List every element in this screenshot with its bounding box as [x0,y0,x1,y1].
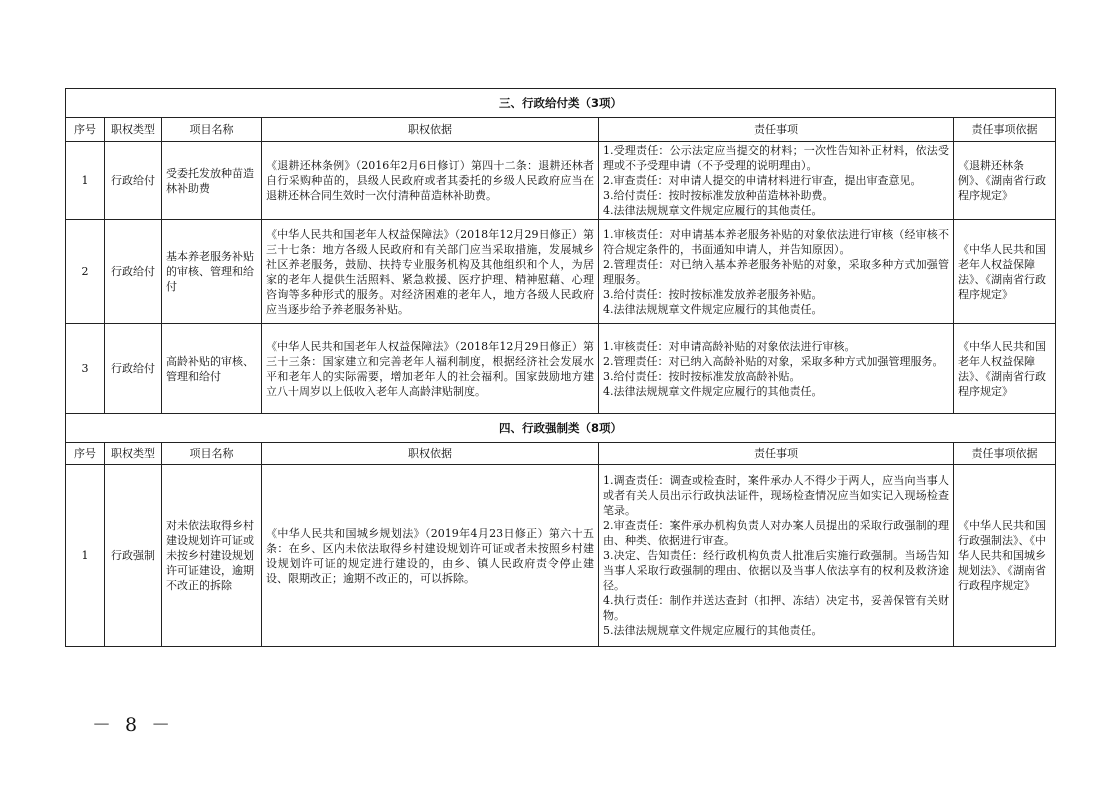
section-title: 三、行政给付类（3项） [66,89,1056,118]
header-basis: 职权依据 [262,118,599,142]
section-header-row [66,89,1056,118]
authority-type: 行政给付 [105,220,162,324]
header-type: 职权类型 [105,443,162,465]
column-header-row [66,118,1056,142]
authority-type: 行政强制 [105,465,162,647]
header-duty-basis: 责任事项依据 [954,443,1056,465]
header-no: 序号 [66,443,105,465]
duty-item: 1.审核责任：对申请高龄补贴的对象依法进行审核。 [603,339,856,353]
page-number: － 8 － [92,714,175,736]
header-no: 序号 [66,118,105,142]
duty-basis: 《退耕还林条例》、《湖南省行政程序规定》 [954,142,1056,220]
item-name: 基本养老服务补贴的审核、管理和给付 [162,220,262,324]
header-duty-basis: 责任事项依据 [954,118,1056,142]
row-number: 3 [66,324,105,414]
duty-item: 2.管理责任：对已纳入高龄补贴的对象，采取多种方式加强管理服务。 [603,354,944,368]
header-name: 项目名称 [162,443,262,465]
table-row [66,142,1056,220]
table-row [66,220,1056,324]
authority-basis: 《中华人民共和国城乡规划法》（2019年4月23日修正）第六十五条：在乡、区内未依法取得乡村建设规划许可证或者未按照乡村建设规划许可证的规定进行建设的，由乡、镇人民政府责令停止建设、限期改正；逾期不改正的，可以拆除。 [262,465,599,647]
duties-cell [599,142,954,220]
duty-item: 2.审查责任：对申请人提交的申请材料进行审查，提出审查意见。 [603,174,922,187]
row-number: 2 [66,220,105,324]
duties-cell [599,220,954,324]
table-row [66,324,1056,414]
duty-item: 3.给付责任：按时按标准发放养老服务补贴。 [603,287,823,301]
section-title: 四、行政强制类（8项） [66,414,1056,443]
duty-item: 1.调查责任：调查或检查时，案件承办人不得少于两人，应当向当事人或者有关人员出示行政执法证件，现场检查情况应当如实记入现场检查笔录。 [603,474,949,517]
duty-item: 3.给付责任：按时按标准发放种苗造林补助费。 [603,189,834,202]
header-name: 项目名称 [162,118,262,142]
duty-item: 4.法律法规规章文件规定应履行的其他责任。 [603,384,823,398]
authority-basis: 《退耕还林条例》（2016年2月6日修订）第四十二条：退耕还林者自行采购种苗的，县级人民政府或者其委托的乡级人民政府应当在退耕还林合同生效时一次付清种苗造林补助费。 [262,142,599,220]
column-header-row [66,443,1056,465]
item-name: 对未依法取得乡村建设规划许可证或未按乡村建设规划许可证建设，逾期不改正的拆除 [162,465,262,647]
table-row [66,465,1056,647]
duty-item: 1.受理责任：公示法定应当提交的材料；一次性告知补正材料，依法受理或不予受理申请（不予受理的说明理由）。 [603,144,949,172]
section-header-row [66,414,1056,443]
duty-item: 4.法律法规规章文件规定应履行的其他责任。 [603,302,823,316]
duty-item: 5.法律法规规章文件规定应履行的其他责任。 [603,624,823,637]
authority-basis: 《中华人民共和国老年人权益保障法》（2018年12月29日修正）第三十七条：地方各级人民政府和有关部门应当采取措施，发展城乡社区养老服务，鼓励、扶持专业服务机构及其他组织和个人，为居家的老年人提供生活照料、紧急救援、医疗护理、精神慰藉、心理咨询等多种形式的服务。对经济困难的老年人，地方各级人民政府应当逐步给予养老服务补贴。 [262,220,599,324]
duty-item: 3.给付责任：按时按标准发放高龄补贴。 [603,369,801,383]
duty-item: 1.审核责任：对申请基本养老服务补贴的对象依法进行审核（经审核不符合规定条件的，书面通知申请人，并告知原因）。 [603,227,949,256]
item-name: 受委托发放种苗造林补助费 [162,142,262,220]
header-type: 职权类型 [105,118,162,142]
authority-type: 行政给付 [105,324,162,414]
row-number: 1 [66,142,105,220]
duty-item: 2.管理责任：对已纳入基本养老服务补贴的对象，采取多种方式加强管理服务。 [603,257,949,286]
duties-cell [599,465,954,647]
duty-basis: 《中华人民共和国行政强制法》、《中华人民共和国城乡规划法》、《湖南省行政程序规定》 [954,465,1056,647]
duty-item: 2.审查责任：案件承办机构负责人对办案人员提出的采取行政强制的理由、种类、依据进行审查。 [603,519,949,547]
item-name: 高龄补贴的审核、管理和给付 [162,324,262,414]
header-basis: 职权依据 [262,443,599,465]
row-number: 1 [66,465,105,647]
authority-basis: 《中华人民共和国老年人权益保障法》（2018年12月29日修正）第三十三条：国家建立和完善老年人福利制度，根据经济社会发展水平和老年人的实际需要，增加老年人的社会福利。国家鼓励地方建立八十周岁以上低收入老年人高龄津贴制度。 [262,324,599,414]
header-duties: 责任事项 [599,118,954,142]
duty-basis: 《中华人民共和国老年人权益保障法》、《湖南省行政程序规定》 [954,324,1056,414]
duty-basis: 《中华人民共和国老年人权益保障法》、《湖南省行政程序规定》 [954,220,1056,324]
duty-item: 4.执行责任：制作并送达查封（扣押、冻结）决定书，妥善保管有关财物。 [603,594,949,622]
duty-item: 4.法律法规规章文件规定应履行的其他责任。 [603,204,823,217]
header-duties: 责任事项 [599,443,954,465]
duty-item: 3.决定、告知责任：经行政机构负责人批准后实施行政强制。当场告知当事人采取行政强制的理由、依据以及当事人依法享有的权利及救济途径。 [603,549,949,592]
duties-cell [599,324,954,414]
responsibility-table [65,88,1056,647]
authority-type: 行政给付 [105,142,162,220]
